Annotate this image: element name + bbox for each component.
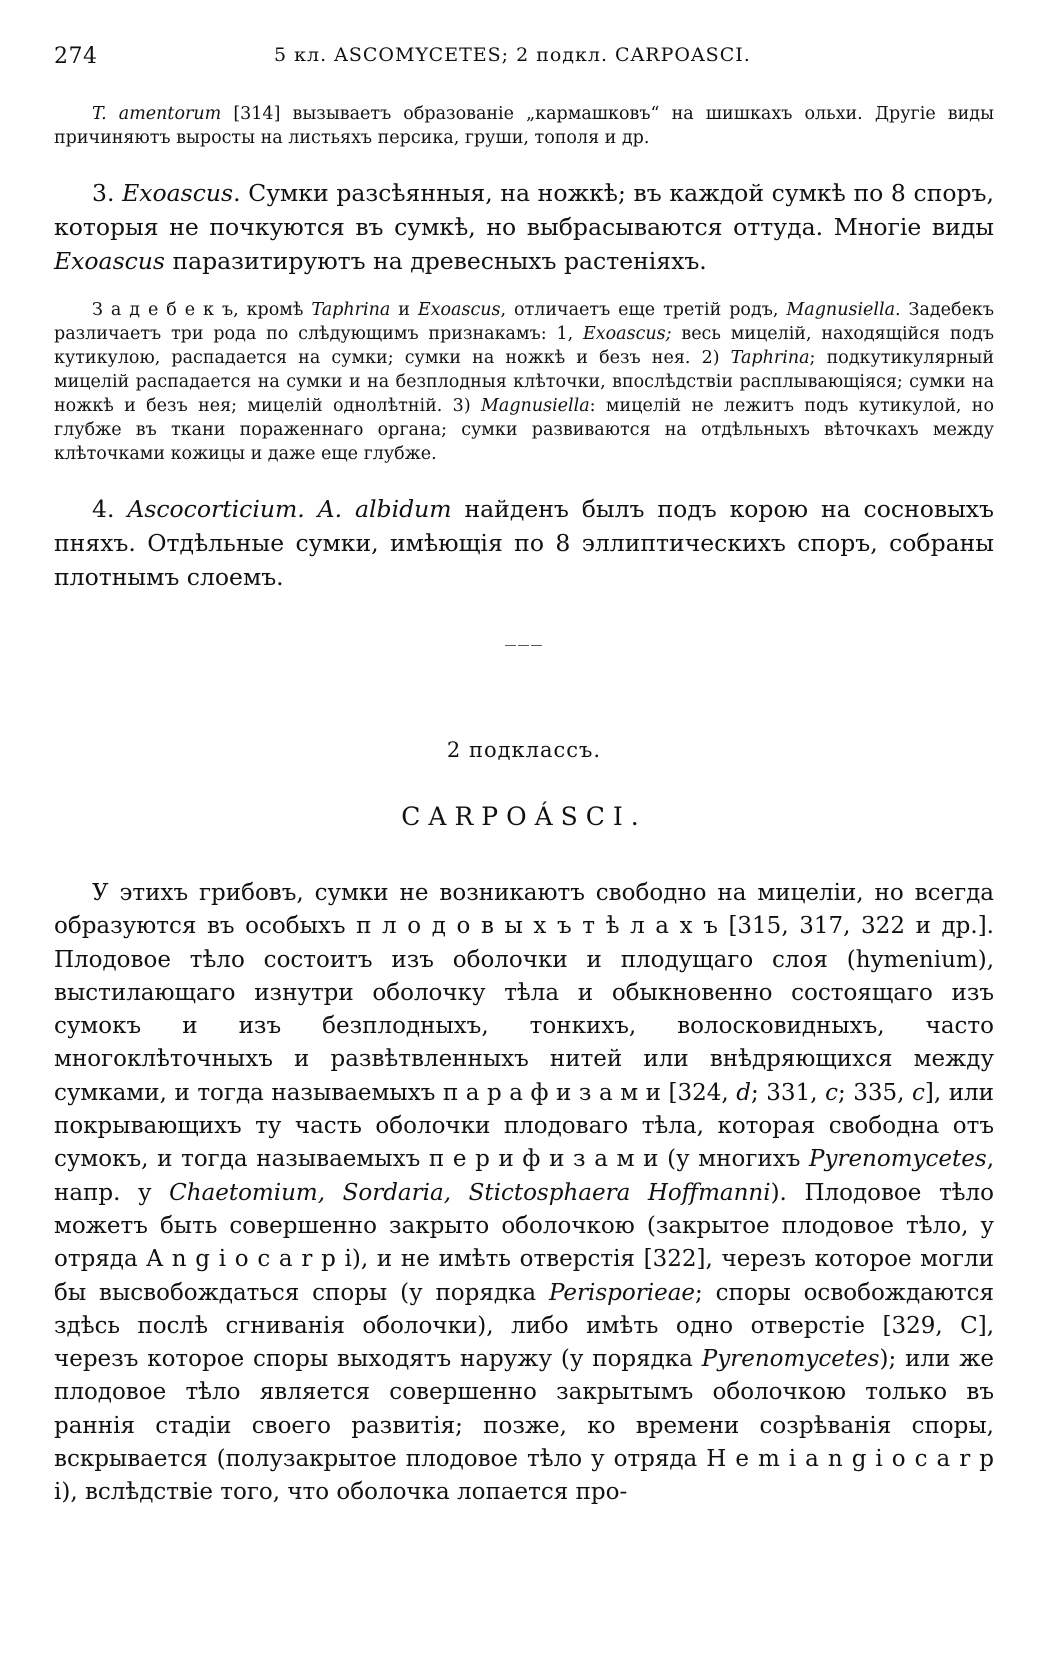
body-text: ). Плодовое тѣло можетъ быть совершенно закрыто оболочкою (закрытое плодовое тѣло, у отряда A n g i o c a r p i), и не имѣть отверстія [322], черезъ которое могли бы высвобождаться споры (у порядка bbox=[54, 1179, 995, 1306]
paragraph-text: паразитируютъ на древесныхъ растеніяхъ. bbox=[164, 247, 707, 275]
body-text: ; споры освобождаются здѣсь послѣ сгниванія оболочки), либо имѣть одно отверстіе [329, C], черезъ которое споры выходятъ наружу (у порядка bbox=[54, 1279, 994, 1373]
note-text: З а д е б е к ъ, кромѣ bbox=[92, 300, 312, 320]
body-text: У этихъ грибовъ, сумки не возникаютъ свободно на мицеліи, но всегда образуются въ особыхъ п л о д о в ы х ъ т ѣ л а х ъ [315, 317, 322 и др.]. Плодовое тѣло состоитъ изъ оболочки и плодущаго слоя (hymenium), выстилающаго изнутри оболочку тѣла и обыкновенно состоящаго изъ сумокъ и изъ безплодныхъ, тонкихъ, волосковидныхъ, часто многоклѣточныхъ и развѣтвленныхъ нитей или внѣдряющихся между сумками, и тогда называемыхъ п а р а ф и з а м и [324, bbox=[54, 880, 994, 1106]
genus-name: Ascocorticium. A. albidum bbox=[127, 495, 452, 523]
figure-letter: c bbox=[912, 1079, 925, 1106]
body-text: ], или покрывающихъ ту часть оболочки плодоваго тѣла, которая свободна отъ сумокъ, и тогда называемыхъ п е р и ф и з а м и (у многихъ bbox=[54, 1079, 994, 1173]
body-text: , напр. у bbox=[54, 1146, 994, 1206]
paragraph-exoascus bbox=[54, 176, 994, 278]
taxon-name: Pyrenomycetes bbox=[701, 1346, 880, 1373]
body-text: ; 335, bbox=[837, 1079, 912, 1106]
section-divider: ——— bbox=[504, 638, 544, 652]
figure-letter: d bbox=[736, 1079, 752, 1106]
note-text: , отличаетъ еще третій родъ, bbox=[500, 300, 787, 320]
taxon-name: Pyrenomycetes bbox=[808, 1146, 987, 1173]
note-text: и bbox=[390, 300, 418, 320]
taxon-name: Chaetomium, Sordaria, Stictosphaera Hoffmanni bbox=[169, 1179, 771, 1206]
item-number: 4. bbox=[92, 495, 128, 523]
body-text: ; 331, bbox=[751, 1079, 826, 1106]
paragraph-ascocorticium bbox=[54, 492, 994, 594]
note-text: . Задебекъ различаетъ три рода по слѣдующимъ признакамъ: 1, bbox=[54, 300, 994, 344]
running-title: 5 кл. ASCOMYCETES; 2 подкл. CARPOASCI. bbox=[274, 44, 751, 66]
item-number: 3. bbox=[92, 179, 123, 207]
body-text: ); или же плодовое тѣло является совершенно закрытымъ оболочкою только въ раннія стадіи своего развитія; позже, ко времени созрѣванія споры, вскрывается (полузакрытое плодовое тѣло у отряда H e m i a n g i o c a r p i), вслѣдствіе того, что оболочка лопается про- bbox=[54, 1346, 994, 1506]
paragraph-taphrina-note bbox=[54, 102, 994, 150]
genus-name: Exoascus; bbox=[582, 324, 672, 344]
genus-name: Taphrina bbox=[311, 300, 391, 320]
paragraph-text: . Сумки разсѣянныя, на ножкѣ; въ каждой сумкѣ по 8 споръ, которыя не почкуются въ сумкѣ, но выбрасываются оттуда. Многіе виды bbox=[54, 179, 994, 241]
paragraph-text: [314] вызываетъ образованіе „кармашковъ“ на шишкахъ ольхи. Другіе виды причиняютъ выросты на листьяхъ персика, груши, тополя и др. bbox=[54, 104, 995, 148]
genus-name: Exoascus bbox=[54, 247, 165, 275]
note-text: : мицелій не лежитъ подъ кутикулой, но глубже въ ткани пораженнаго органа; сумки развиваются на отдѣльныхъ вѣточкахъ между клѣточками кожицы и даже еще глубже. bbox=[54, 396, 994, 464]
page-header bbox=[54, 44, 994, 74]
genus-name: Magnusiella bbox=[786, 300, 896, 320]
paragraph-zadebek-note bbox=[54, 298, 994, 466]
note-text: ; подкутикулярный мицелій распадается на сумки и на безплодныя клѣточки, впослѣдствіи расплывающіяся; сумки на ножкѣ и безъ нея; мицелій однолѣтній. 3) bbox=[54, 348, 994, 416]
taxon-name: Perisporieae bbox=[548, 1279, 696, 1306]
class-heading: CARPOÁSCI. bbox=[401, 802, 647, 831]
note-text: весь мицелій, находящійся подъ кутикулою, распадается на сумки; сумки на ножкѣ и безъ нея. 2) bbox=[54, 324, 994, 368]
genus-name: Taphrina bbox=[730, 348, 810, 368]
paragraph-carpoasci-description bbox=[54, 877, 994, 1510]
page bbox=[54, 44, 994, 1644]
subclass-heading: 2 подклассъ. bbox=[446, 738, 602, 762]
genus-name: Magnusiella bbox=[481, 396, 590, 416]
page-number: 274 bbox=[54, 44, 98, 69]
paragraph-text: найденъ былъ подъ корою на сосновыхъ пняхъ. Отдѣльные сумки, имѣющія по 8 эллиптическихъ споръ, собраны плотнымъ слоемъ. bbox=[54, 495, 994, 591]
genus-name: Exoascus bbox=[122, 179, 234, 207]
species-name: T. amentorum bbox=[92, 104, 222, 124]
figure-letter: c bbox=[825, 1079, 838, 1106]
genus-name: Exoascus bbox=[417, 300, 501, 320]
